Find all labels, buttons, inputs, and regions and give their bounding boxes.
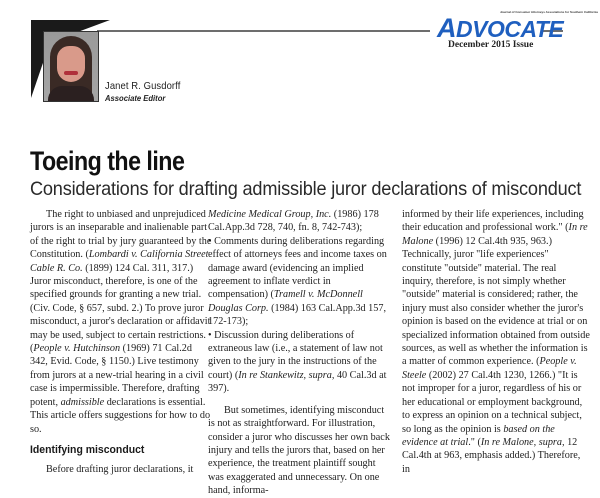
case-citation: Tramell v. McDonnell Douglas Corp. [208,289,363,314]
text: (1986) 178 Cal.App.3d 728, 740, fn. 8, 742-743); [208,209,379,234]
text: declarations is essential. This article offers suggestions for how to do so. [30,396,211,435]
publication-logo-rest: DVOCATE [456,16,564,42]
case-citation: Lombardi v. California Street Cable R. Co. [30,249,209,274]
section-heading: Identifying misconduct [30,443,145,456]
issue-date: December 2015 Issue [448,40,534,50]
text: (1996) 12 Cal.4th 935, 963.) Technically, juror "life experiences" constitute "outside" material. The real inquiry, therefore, is not simply whether "outside" material is considered; rather, the injury must also consider whether the juror's opinion is based on the evidence at trial or on specialized information obtained from outside sources, as well as whether the information is a matter of common experience. ( [402,235,590,368]
photo-face [57,46,85,82]
paragraph: Before drafting juror declarations, it [46,464,194,476]
author-name: Janet R. Gusdorff [105,80,181,92]
case-citation: Medicine Medical Group, Inc. [208,209,332,220]
emphasis: admissible [60,396,105,408]
photo-lips [64,71,78,75]
text: informed by their life experiences, including their education and professional work." ( [402,209,584,234]
publication-tagline: Journal of Consumer Attorneys Associations for Southern California [500,10,598,14]
text: • Discussion during deliberations of extraneous law (i.e., a statement of law not given to the jury in the instructions of the court) ( [208,329,383,381]
paragraph [402,208,590,476]
bullet-item [208,329,390,396]
header-rule-left [97,30,430,32]
article-column-2 [208,208,390,498]
text: (2002) 27 Cal.4th 1230, 1266.) "It is not improper for a juror, regardless of his or her educational or employment background, to express an opinion on a technical subject, so long as the opinion is [402,369,583,435]
text: • Comments during deliberations regarding effect of attorneys fees and income taxes on damage award (evidencing an implied agreement to inflate verdict in compensation) ( [208,235,387,301]
text: 12 Cal.4th at 963, emphasis added.) Therefore, in [402,436,581,475]
case-citation: People v. Steele [402,356,577,381]
author-role: Associate Editor [105,93,166,103]
article-subtitle: Considerations for drafting admissible juror declarations of misconduct [30,178,582,200]
paragraph [30,208,212,436]
author-photo [43,31,99,102]
article-title: Toeing the line [30,146,185,176]
case-citation: People v. Hutchinson [33,343,121,355]
bullet-item [208,235,390,329]
photo-shoulders [48,86,94,102]
emphasis: based on the evidence at trial [402,423,555,448]
text: ." ( [468,436,481,448]
publication-logo-initial: A [437,13,456,43]
case-citation: In re Malone [402,222,588,247]
article-column-1 [30,208,212,477]
text: (1984) 163 Cal.App.3d 157, 172-173); [208,302,387,328]
paragraph [208,208,390,235]
text: (1969) 71 Cal.2d 342, Evid. Code, § 1150.) Live testimony from jurors at a new-trial hearing in a civil case is impermissible. Therefore, drafting potent, [30,343,204,408]
photo-frame-left [31,20,43,98]
text: The right to unbiased and unprejudiced jurors is an inseparable and inalienable part of the right to trial by jury guaranteed by the Constitution. ( [30,209,212,261]
article-column-3 [402,208,590,476]
case-citation: In re Malone, supra, [480,436,565,448]
text: (1899) 124 Cal. 311, 317.) Juror misconduct, therefore, is one of the specified grounds for granting a new trial. (Civ. Code, § 657, subd. 2.) To prove juror misconduct, a juror's declaration or affidavit may be used, subject to certain restrictions. ( [30,262,211,355]
case-citation: In re Stankewitz, supra, [238,369,335,381]
paragraph: But sometimes, identifying misconduct is not as straightforward. For illustration, consider a juror who discusses her own back injury and tells the jurors that, based on her experience, the treatment plaintiff sought was exaggerated and unnecessary. On one hand, informa- [208,404,390,497]
text: 40 Cal.3d at 397). [208,369,387,395]
